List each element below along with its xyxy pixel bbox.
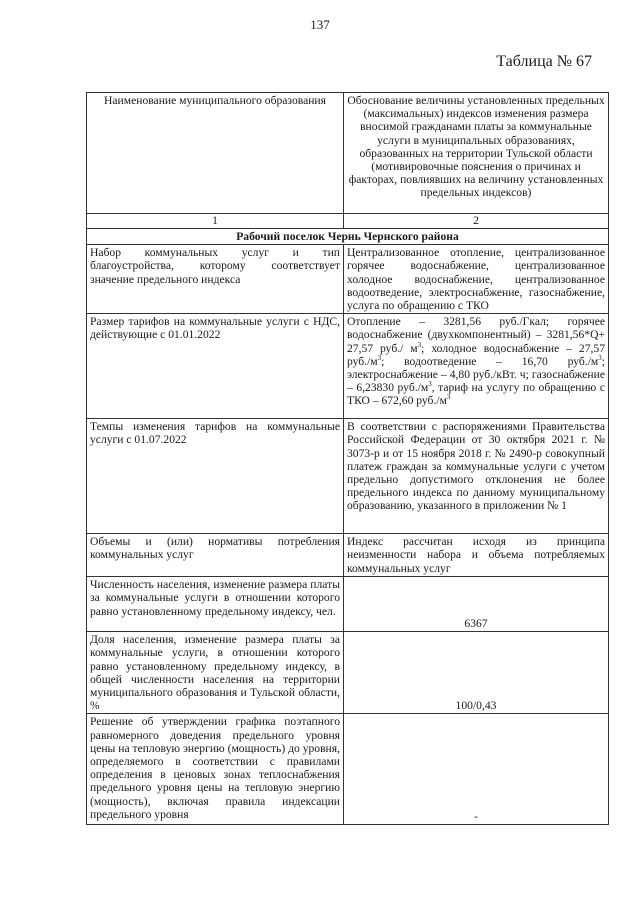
table-row [87,632,609,714]
table-header-row [87,93,609,214]
column-number-2: 2 [344,214,609,229]
row-label: Объемы и (или) нормативы потребления коммунальных услуг [87,534,344,577]
tariff-text: ; холодное водоснабжение – 27,57 руб./м [347,341,605,368]
row-value: Централизованное отопление, централизованное горячее водоснабжение, централизованное холодное водоснабжение, централизованное водоотведение, электроснабжение, газоснабжение, услуга по обращению с ТКО [344,245,609,314]
row-label: Решение об утверждении графика поэтапного равномерного доведения предельного уровня цены на тепловую энергию (мощность) до уровня, определяемого в соответствии с правилами определения в ценовых зонах теплоснабжения предельного уровня цены на тепловую энергию (мощность), включая правила индексации предельного уровня [87,714,344,825]
row-label: Набор коммунальных услуг и тип благоустройства, которому соответствует значение предельного индекса [87,245,344,314]
population-count: 6367 [344,577,609,632]
section-row [87,229,609,245]
cubic-superscript: 3 [428,380,432,389]
page-number: 137 [310,17,330,32]
cubic-superscript: 3 [446,393,451,402]
table-label: Таблица № 67 [496,53,592,70]
header-municipality: Наименование муниципального образования [87,93,344,214]
population-share: 100/0,43 [344,632,609,714]
section-title: Рабочий поселок Чернь Чернского района [87,229,609,245]
column-number-1: 1 [87,214,344,229]
cubic-superscript: 3 [598,353,602,362]
table-row [87,714,609,825]
justification-table [86,92,609,825]
row-value: Индекс рассчитан исходя из принципа неизменности набора и объема потребляемых коммунальных услуг [344,534,609,577]
tariff-sizes-value [344,314,609,419]
row-label: Темпы изменения тарифов на коммунальные услуги с 01.07.2022 [87,419,344,534]
tariff-text: , тариф на услугу по обращению с ТКО – 672,60 руб./м [347,381,605,408]
table-row [87,314,609,419]
row-value: В соответствии с распоряжениями Правительства Российской Федерации от 30 октября 2021 г. № 3073-р и от 15 ноября 2018 г. № 2490-р совокупный платеж граждан за коммунальные услуги с учетом предельно допустимого отклонения не более предельного индекса по данному муниципальному образованию, указанного в приложении № 1 [344,419,609,534]
tariff-text: ; электроснабжение – 4,80 руб./кВт. ч; газоснабжение – 6,23830 руб./м [347,354,605,395]
table-row [87,419,609,534]
row-label: Численность населения, изменение размера платы за коммунальные услуги в отношении которого равно установленному предельному индексу, чел. [87,577,344,632]
table-row [87,577,609,632]
tariff-text: Отопление – 3281,56 руб./Гкал; горячее водоснабжение (двухкомпонентный) – 3281,56*Q+ 27,57 руб./ м [347,315,605,355]
cubic-superscript: 3 [377,353,382,362]
tariff-text: ; водоотведение – 16,70 руб./м [381,354,599,368]
column-number-row [87,214,609,229]
cubic-superscript: 3 [417,340,422,349]
row-label: Размер тарифов на коммунальные услуги с НДС, действующие с 01.01.2022 [87,314,344,419]
header-justification: Обоснование величины установленных предельных (максимальных) индексов изменения размера вносимой гражданами платы за коммунальные услуги в муниципальных образованиях, образованных на территории Тульской области (мотивировочные пояснения о причинах и факторах, повлиявших на величину установленных предельных индексов) [344,93,609,214]
decision-value: - [344,714,609,825]
row-label: Доля населения, изменение размера платы за коммунальные услуги, в отношении которого равно установленному предельному индексу, в общей численности населения на территории муниципального образования и Тульской области, % [87,632,344,714]
table-row [87,534,609,577]
table-row [87,245,609,314]
